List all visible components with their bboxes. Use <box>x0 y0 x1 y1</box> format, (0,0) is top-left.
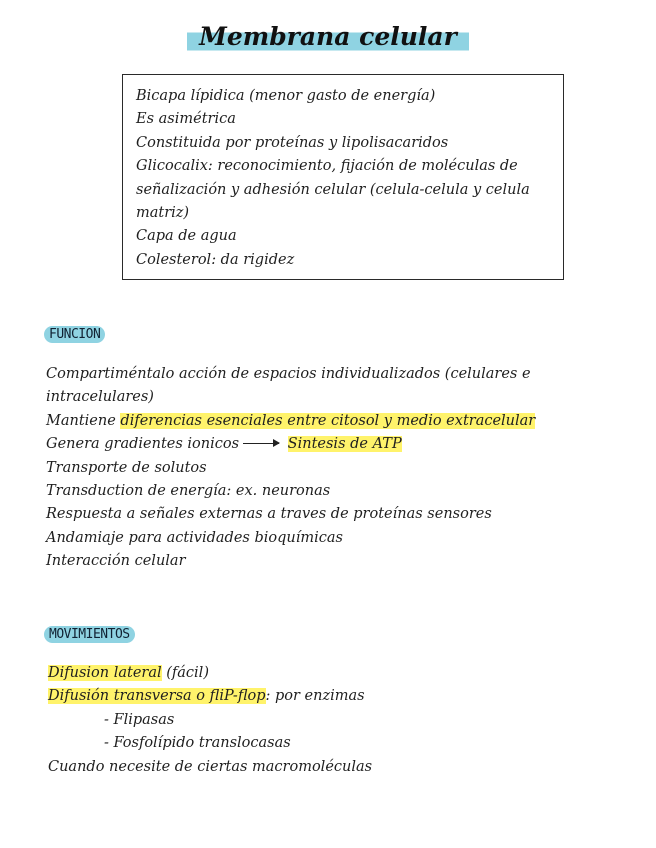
movimientos-line: Cuando necesite de ciertas macromoléculas <box>48 758 373 775</box>
page-title: Membrana celular <box>187 18 469 56</box>
highlight-text: Sintesis de ATP <box>287 436 402 453</box>
funcion-heading: FUNCION <box>44 326 105 343</box>
funcion-line: Transduction de energía: ex. neuronas <box>46 483 331 500</box>
funcion-text: Mantiene <box>46 412 121 429</box>
funcion-line: Andamiaje para actividades bioquímicas <box>46 529 343 546</box>
movimientos-text: : por enzimas <box>265 688 365 705</box>
summary-item: Capa de agua <box>136 228 237 245</box>
movimientos-text: (fácil) <box>161 665 209 681</box>
highlight-text: diferencias esenciales entre citosol y medio extracelular <box>120 412 536 429</box>
summary-item: Glicocalix: reconocimiento, fijación de moléculas de señalización y adhesión celular (celula-celula y celula matriz) <box>136 158 530 222</box>
movimientos-subitem: - Fosfolípido translocasas <box>104 735 291 752</box>
title-wrap <box>0 18 656 56</box>
funcion-line: Transporte de solutos <box>46 459 207 476</box>
summary-item: Colesterol: da rigidez <box>136 251 295 268</box>
movimientos-line <box>48 662 648 685</box>
arrow-right-icon <box>243 443 279 444</box>
funcion-list <box>46 363 646 574</box>
funcion-text: Genera gradientes ionicos <box>46 436 240 453</box>
summary-item: Es asimétrica <box>136 111 236 128</box>
funcion-line: Interacción celular <box>46 553 186 570</box>
movimientos-list <box>48 662 648 779</box>
funcion-line: Compartiméntalo acción de espacios individualizados (celulares e <box>46 366 531 382</box>
movimientos-heading: MOVIMIENTOS <box>44 626 135 643</box>
highlight-text: Difusión transversa o fliP-flop <box>48 688 266 705</box>
summary-item: Bicapa lípidica (menor gasto de energía) <box>136 88 436 104</box>
summary-box <box>122 74 564 280</box>
funcion-line <box>46 410 646 433</box>
funcion-line: intracelulares) <box>46 389 154 406</box>
movimientos-line <box>48 685 648 708</box>
summary-item: Constituida por proteínas y lipolisacaridos <box>136 134 449 151</box>
funcion-line: Respuesta a señales externas a traves de proteínas sensores <box>46 506 492 523</box>
funcion-line <box>46 433 646 456</box>
movimientos-subitem: - Flipasas <box>104 711 175 728</box>
highlight-text: Difusion lateral <box>48 665 162 681</box>
